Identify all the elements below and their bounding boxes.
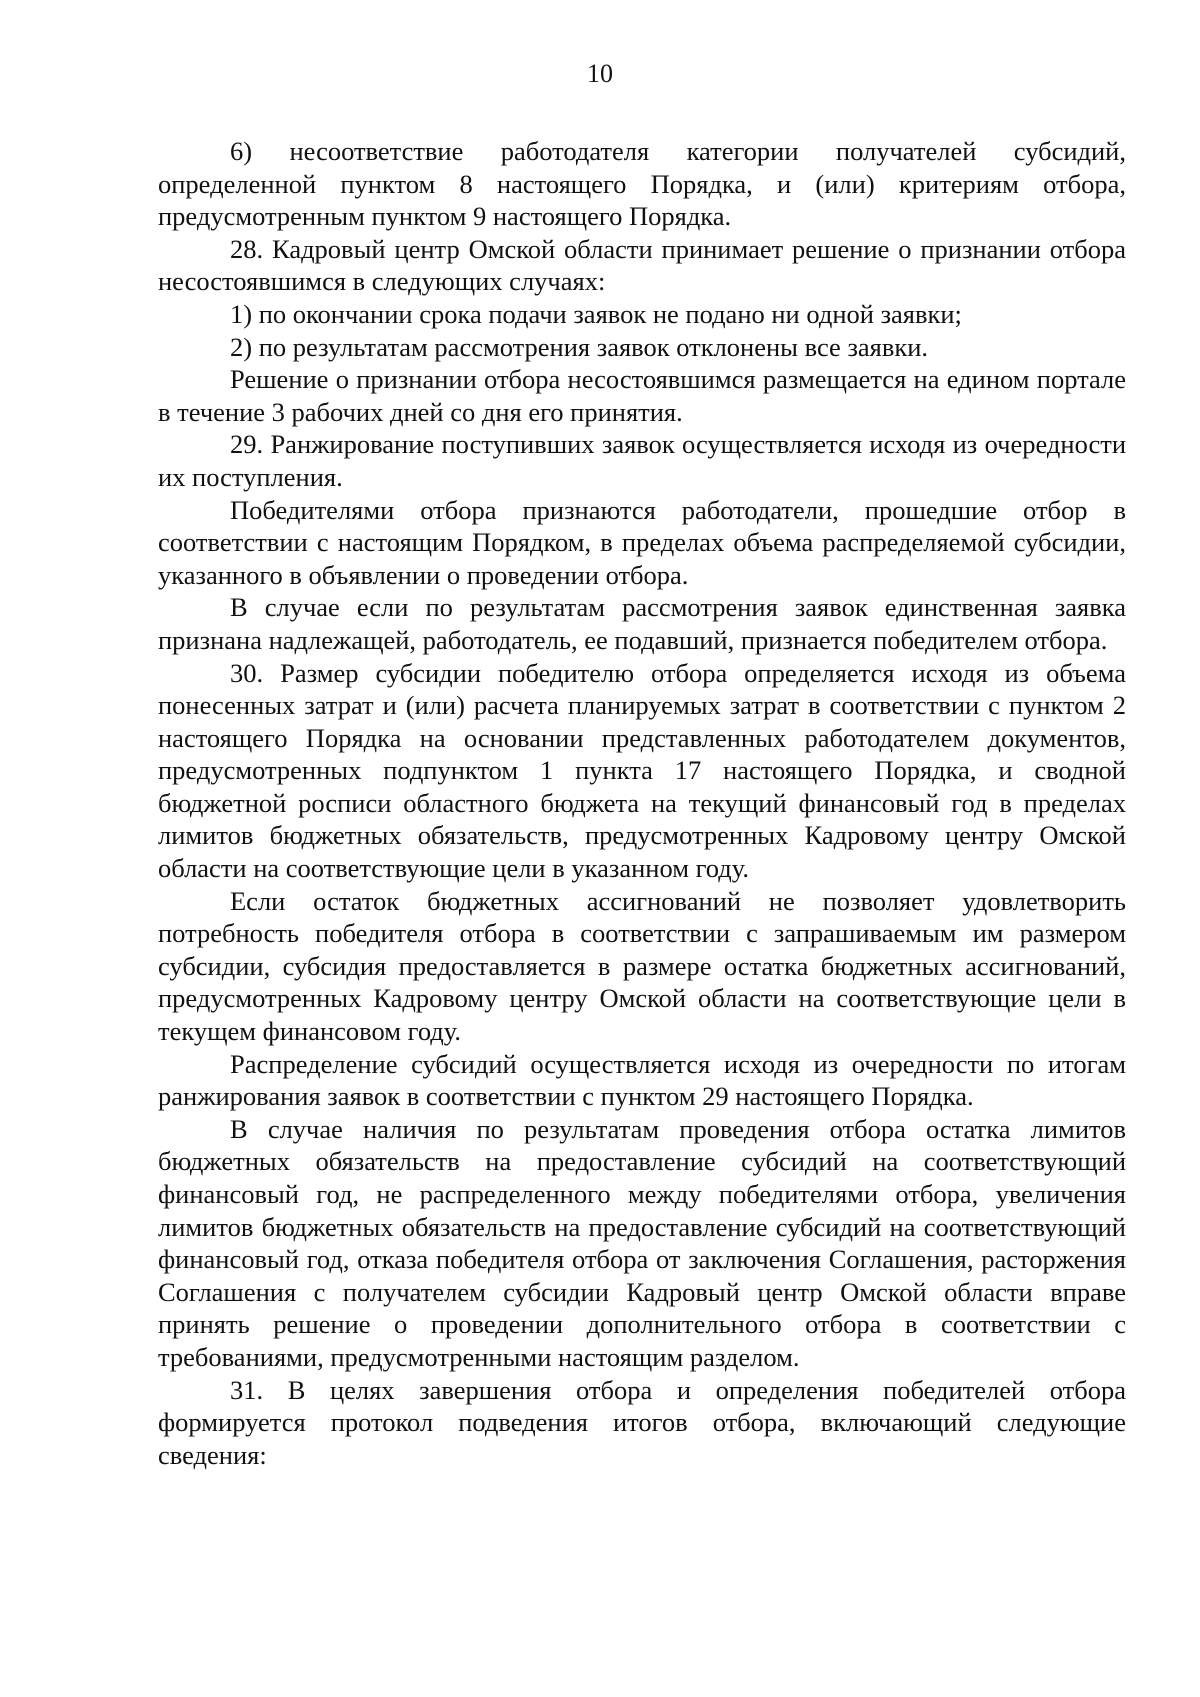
- paragraph-clause-30: 30. Размер субсидии победителю отбора определяется исходя из объема понесенных затрат и (или) расчета планируемых затрат в соответствии с пунктом 2 настоящего Порядка на основании представленных работодателем документов, предусмотренных подпунктом 1 пункта 17 настоящего Порядка, и сводной бюджетной росписи областного бюджета на текущий финансовый год в пределах лимитов бюджетных обязательств, предусмотренных Кадровому центру Омской области на соответствующие цели в указанном году.: [158, 657, 1126, 884]
- paragraph-clause-28: 28. Кадровый центр Омской области принимает решение о признании отбора несостоявшимся в следующих случаях:: [158, 233, 1126, 297]
- paragraph-single-application: В случае если по результатам рассмотрения заявок единственная заявка признана надлежащей, работодатель, ее подавший, признается победителем отбора.: [158, 592, 1126, 655]
- page-number: 10: [587, 59, 613, 88]
- paragraph-clause-31: 31. В целях завершения отбора и определения победителей отбора формируется протокол подведения итогов отбора, включающий следующие сведения:: [158, 1374, 1126, 1470]
- paragraph-clause-29: 29. Ранжирование поступивших заявок осуществляется исходя из очередности их поступления.: [158, 429, 1126, 492]
- paragraph-distribution: Распределение субсидий осуществляется исходя из очередности по итогам ранжирования заявок в соответствии с пунктом 29 настоящего Порядка.: [158, 1048, 1126, 1112]
- paragraph-item-6: 6) несоответствие работодателя категории получателей субсидий, определенной пунктом 8 настоящего Порядка, и (или) критериям отбора, предусмотренным пунктом 9 настоящего Порядка.: [158, 136, 1126, 232]
- paragraph-clause-28-item-1: 1) по окончании срока подачи заявок не подано ни одной заявки;: [230, 298, 962, 329]
- paragraph-clause-28-item-2: 2) по результатам рассмотрения заявок отклонены все заявки.: [230, 331, 929, 362]
- paragraph-additional-selection: В случае наличия по результатам проведения отбора остатка лимитов бюджетных обязательств на предоставление субсидий на соответствующий финансовый год, не распределенного между победителями отбора, увеличения лимитов бюджетных обязательств на предоставление субсидий на соответствующий финансовый год, отказа победителя отбора от заключения Соглашения, расторжения Соглашения с получателем субсидии Кадровый центр Омской области вправе принять решение о проведении дополнительного отбора в соответствии с требованиями, предусмотренными настоящим разделом.: [158, 1113, 1126, 1372]
- paragraph-decision-publication: Решение о признании отбора несостоявшимся размещается на едином портале в течение 3 рабочих дней со дня его принятия.: [158, 364, 1126, 427]
- paragraph-budget-remainder: Если остаток бюджетных ассигнований не позволяет удовлетворить потребность победителя отбора в соответствии с запрашиваемым им размером субсидии, субсидия предоставляется в размере остатка бюджетных ассигнований, предусмотренных Кадровому центру Омской области на соответствующие цели в текущем финансовом году.: [158, 885, 1126, 1047]
- document-body: [158, 135, 1126, 1471]
- paragraph-winners: Победителями отбора признаются работодатели, прошедшие отбор в соответствии с настоящим Порядком, в пределах объема распределяемой субсидии, указанного в объявлении о проведении отбора.: [158, 494, 1126, 590]
